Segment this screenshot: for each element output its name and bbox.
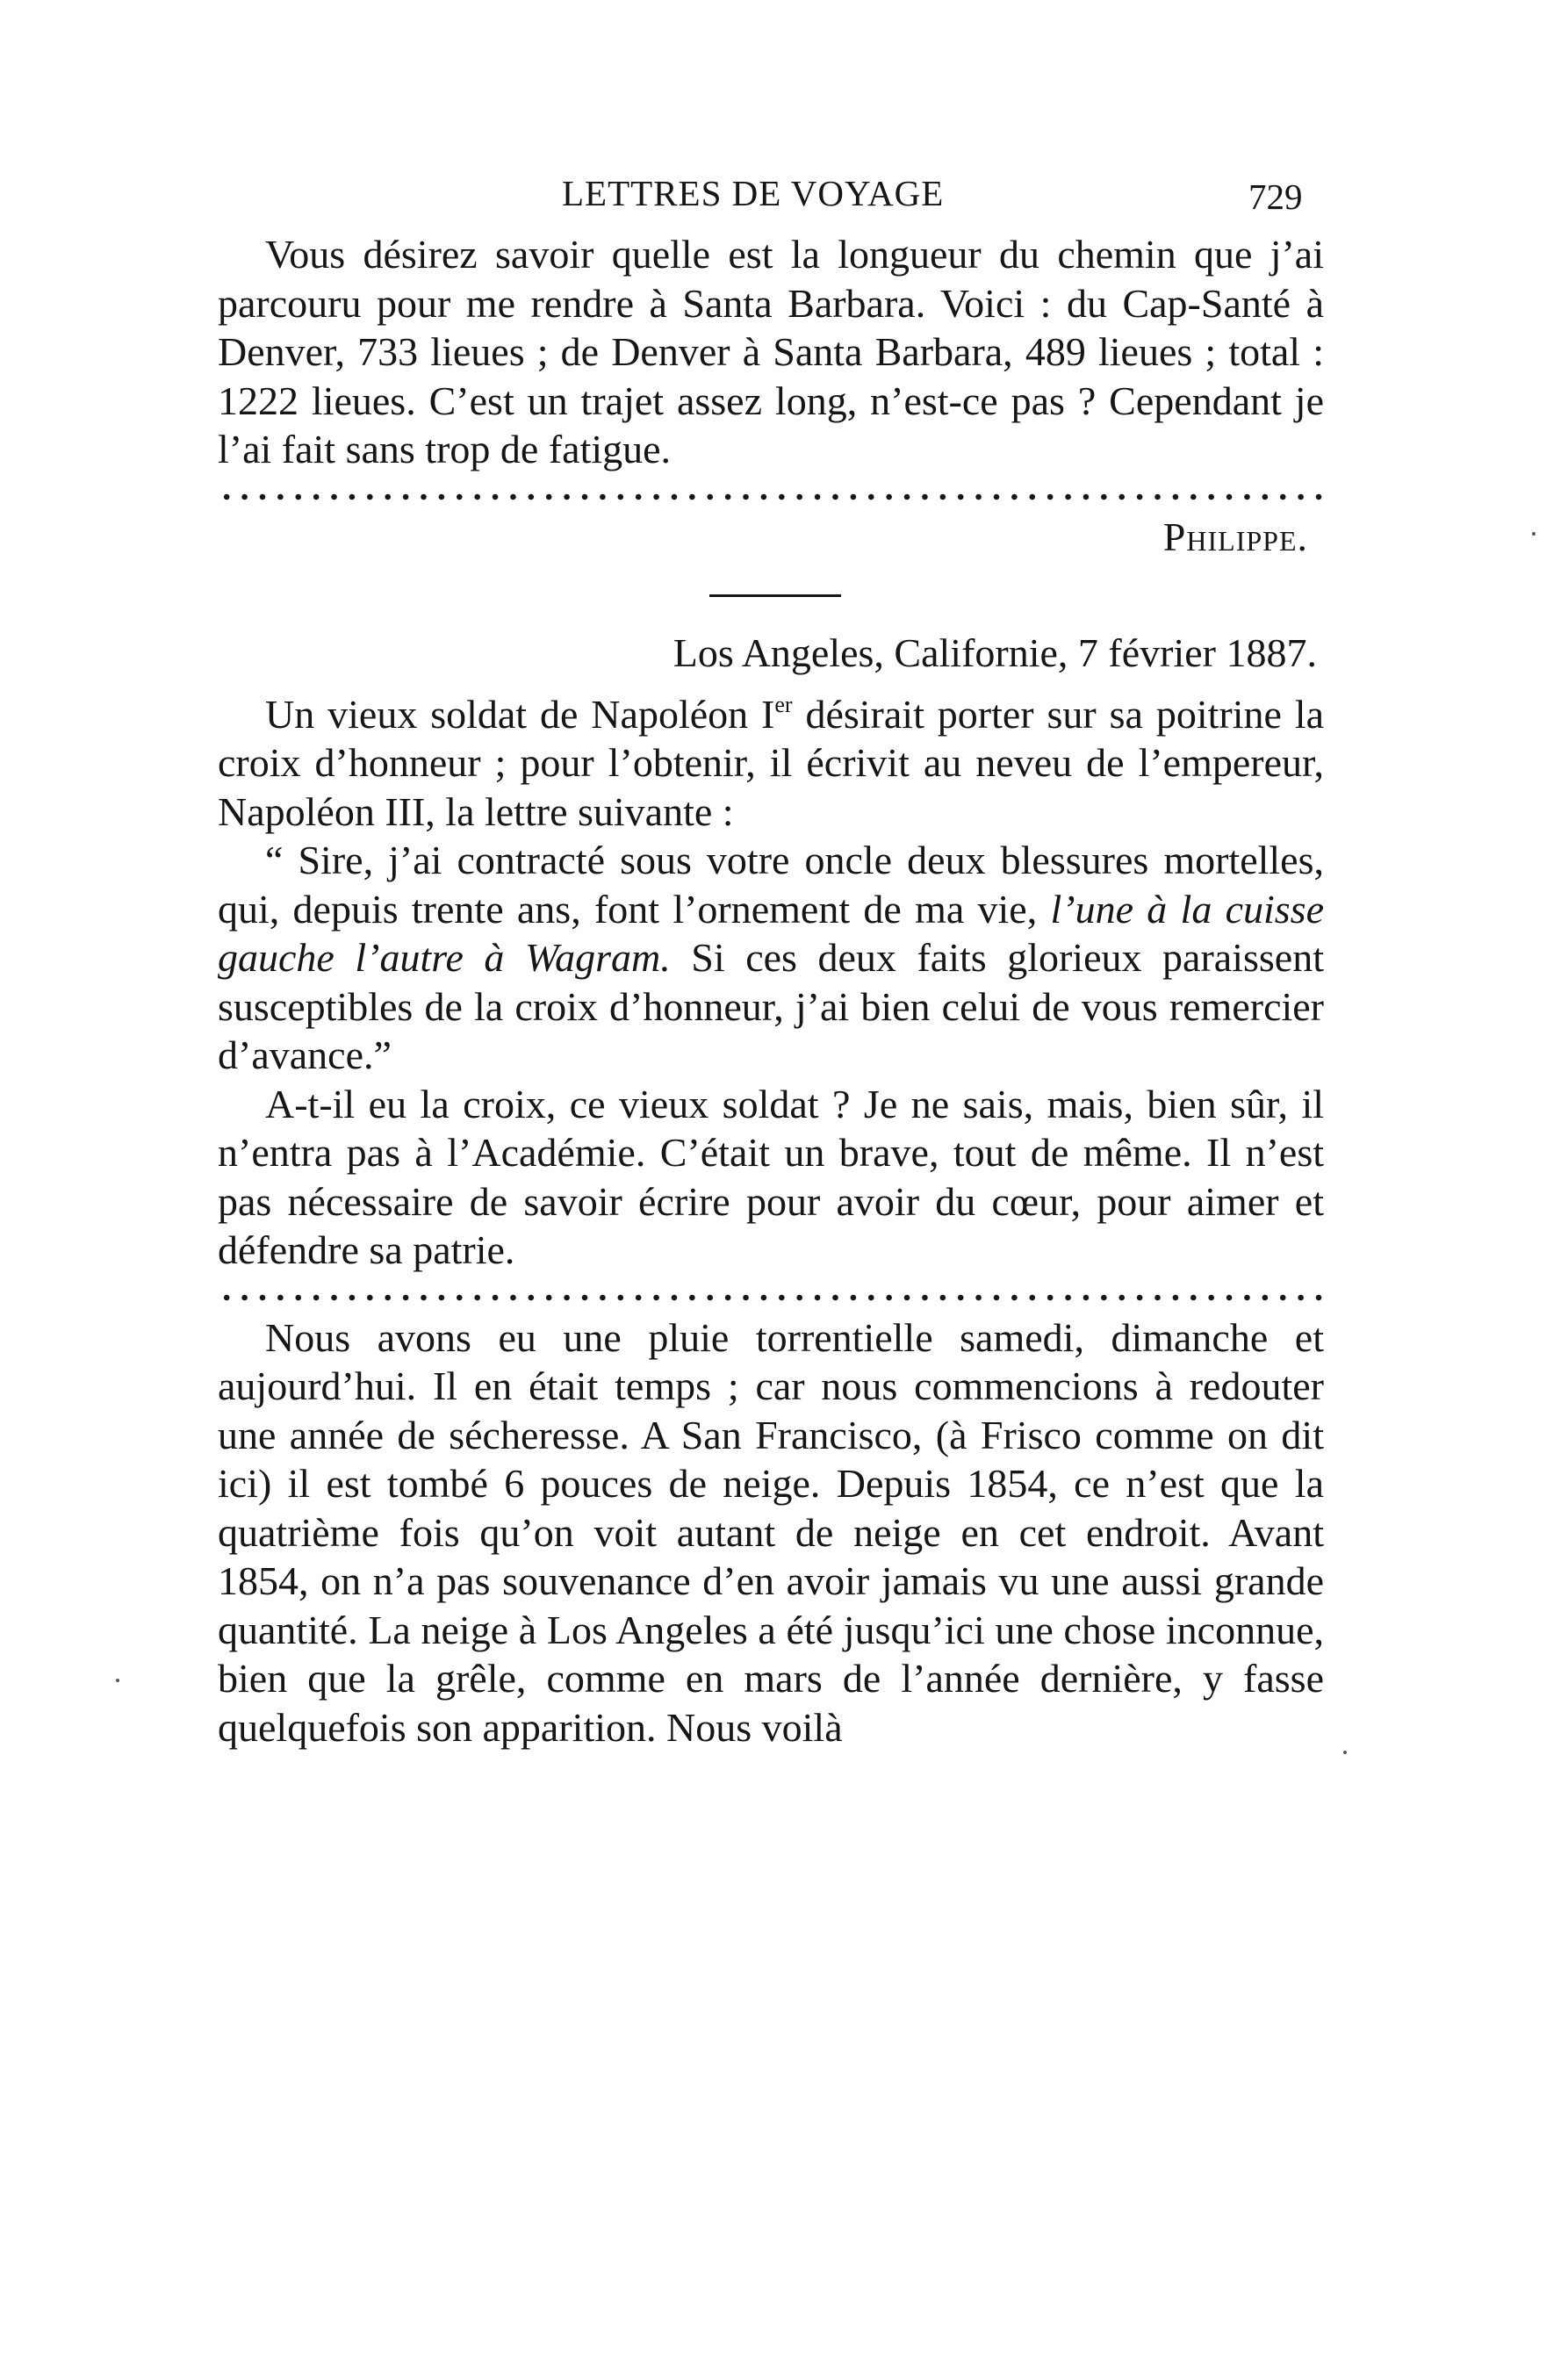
paragraph-distance: Vous désirez savoir quelle est la longueur du chemin que j’ai parcouru pour me rendre à Santa Barbara. Voici : du Cap-Santé à Denver, 733 lieues ; de Denver à Santa Barbara, 489 lieues ; total : 1222 lieues. C’est un trajet assez long, n’est-ce pas ? Cependant je l’ai fait sans trop de fatigue. — [218, 232, 1324, 471]
stray-mark — [1343, 1751, 1347, 1754]
paragraph-text-part: Un vieux soldat de Napoléon I — [265, 691, 775, 737]
page-number: 729 — [1248, 176, 1303, 217]
dateline: Los Angeles, Californie, 7 février 1887. — [673, 630, 1317, 675]
body-text — [218, 230, 1324, 1752]
quote-text-part: Si ces deux faits glorieux paraissent susceptibles de la croix d’honneur, j’ai bien celui de vous remercier d’avance.” — [218, 935, 1324, 1077]
paragraph-academie: A-t-il eu la croix, ce vieux soldat ? Je ne sais, mais, bien sûr, il n’entra pas à l’Académie. C’était un brave, tout de même. Il n’est pas nécessaire de savoir écrire pour avoir du cœur, pour aimer et défendre sa patrie. — [218, 1081, 1324, 1272]
running-head — [0, 172, 1568, 225]
paragraph-text-part: désirait porter sur sa poitrine la croix d’honneur ; pour l’obtenir, il écrivit au neveu de l’empereur, Napoléon III, la lettre suivante : — [218, 691, 1324, 834]
ellipsis-divider — [218, 492, 1324, 502]
paragraph-napoleon-soldier — [218, 690, 1324, 837]
quoted-letter — [218, 836, 1324, 1080]
quote-text-part: “ Sire, j’ai contracté sous votre oncle deux blessures mortelles, qui, depuis trente ans, font l’ornement de ma vie, — [218, 838, 1324, 932]
section-rule — [709, 594, 841, 597]
running-title: LETTRES DE VOYAGE — [562, 173, 945, 213]
stray-mark — [116, 1679, 119, 1682]
ordinal-superscript: er — [774, 691, 793, 717]
signature: Philippe. — [1162, 514, 1308, 559]
quote-italic-part: l’une à la cuisse gauche l’autre à Wagram. — [218, 886, 1324, 980]
ellipsis-divider — [218, 1292, 1324, 1303]
stray-mark — [1532, 532, 1536, 536]
paragraph-weather: Nous avons eu une pluie torrentielle samedi, dimanche et aujourd’hui. Il en était temps ; car nous commencions à redouter une année de sécheresse. A San Francisco, (à Frisco comme on dit ici) il est tombé 6 pouces de neige. Depuis 1854, ce n’est que la quatrième fois qu’on voit autant de neige en cet endroit. Avant 1854, on n’a pas souvenance d’en avoir jamais vu une aussi grande quantité. La neige à Los Angeles a été jusqu’ici une chose inconnue, bien que la grêle, comme en mars de l’année dernière, y fasse quelquefois son apparition. Nous voilà — [218, 1314, 1324, 1750]
